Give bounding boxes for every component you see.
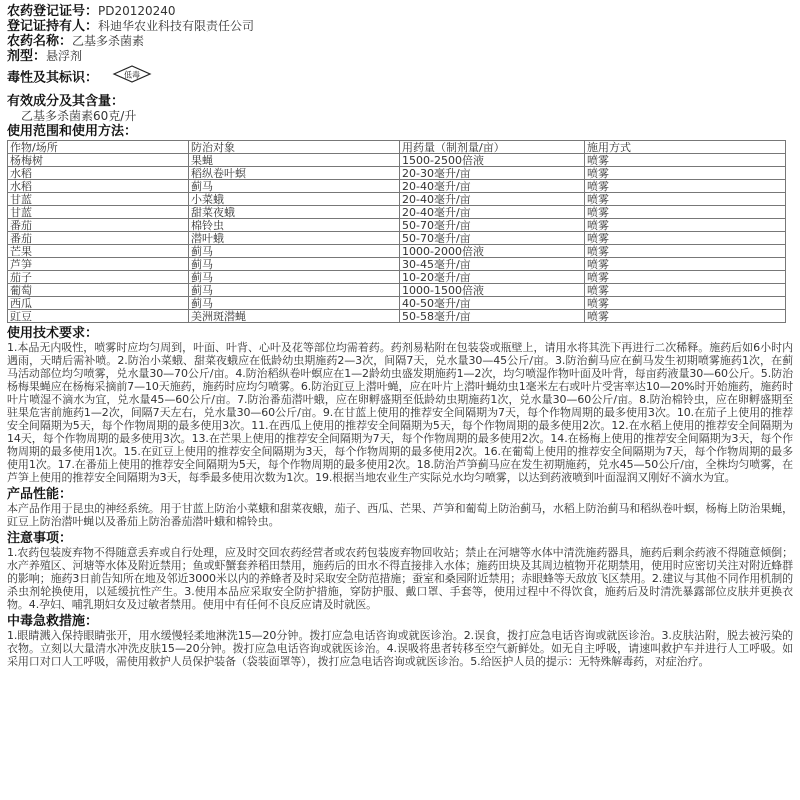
usage-table — [7, 140, 786, 323]
method-cell: 喷雾 — [585, 219, 786, 232]
dosage-cell: 20-40毫升/亩 — [400, 180, 585, 193]
method-cell: 喷雾 — [585, 154, 786, 167]
table-row — [8, 297, 786, 310]
usage-table-column-header: 用药量（制剂量/亩） — [400, 141, 585, 154]
low-toxicity-badge-icon — [112, 64, 152, 92]
method-cell: 喷雾 — [585, 297, 786, 310]
crop-cell: 甘蓝 — [8, 206, 189, 219]
method-cell: 喷雾 — [585, 232, 786, 245]
precautions-text: 1.农药包装废弃物不得随意丢弃或自行处理，应及时交回农药经营者或农药包装废弃物回收站；禁止在河塘等水体中清洗施药器具，施药后剩余药液不得随意倾倒；水产养殖区、河塘等水体及附近禁用；鱼或虾蟹套养稻田禁用，施药后的田水不得直接排入水体；施药田块及其周边植物开花期禁用，使用时应密切关注对附近蜂群的影响；施药3日前告知所在地及邻近3000米以内的养蜂者及时采取安全防范措施；蚕室和桑园附近禁用；赤眼蜂等天敌放飞区禁用。2.建议与其他不同作用机制的杀虫剂轮换使用，以延缓抗性产生。3.使用本品应采取安全防护措施，穿防护服、戴口罩、手套等，使用过程中不得饮食，施药后及时清洗暴露部位皮肤并更换衣物。4.孕妇、哺乳期妇女及过敏者禁用。使用中有任何不良反应请及时就医。 — [7, 546, 793, 611]
registration-number-value: PD20120240 — [98, 4, 176, 18]
technical-requirements-title: 使用技术要求： — [7, 326, 99, 341]
dosage-cell: 20-40毫升/亩 — [400, 206, 585, 219]
crop-cell: 芦笋 — [8, 258, 189, 271]
target-cell: 甜菜夜蛾 — [189, 206, 400, 219]
crop-cell: 水稻 — [8, 180, 189, 193]
technical-requirements-text: 1.本品无内吸性，喷雾时应均匀周到，叶面、叶背、心叶及花等部位均需着药。药剂易粘附在包装袋或瓶壁上，请用水将其洗下再进行二次稀释。施药后如6小时内遇雨，天晴后需补喷。2.防治小菜蛾、甜菜夜蛾应在低龄幼虫期施药2—3次，间隔7天，兑水量30—45公斤/亩。3.防治蓟马应在蓟马发生初期喷雾施药1次，在蓟马活动部位均匀喷雾，兑水量30—70公斤/亩。4.防治稻纵卷叶螟应在1—2龄幼虫盛发期施药1—2次，均匀喷湿作物叶面及叶背，每亩药液量30—60公斤。5.防治杨梅果蝇应在杨梅采摘前7—10天施药，施药时应均匀喷雾。6.防治豇豆上潜叶蝇，应在叶片上潜叶蝇幼虫1毫米左右或叶片受害率达10—20%时开始施药，施药时叶片喷湿不滴水为宜，兑水量45—60公斤/亩。7.防治番茄潜叶蛾，应在卵孵盛期至低龄幼虫期施药1次，兑水量30—60公斤/亩。8.防治棉铃虫，应在卵孵盛期至驻果危害前施药1—2次，间隔7天左右，兑水量30—60公斤/亩。9.在甘蓝上使用的推荐安全间隔期为7天，每个作物周期的最多使用3次。10.在茄子上使用的推荐安全间隔期为5天，每个作物周期的最多使用3次。11.在西瓜上使用的推荐安全间隔期为5天，每个作物周期的最多使用2次。12.在水稻上使用的推荐安全间隔期为14天，每个作物周期的最多使用3次。13.在芒果上使用的推荐安全间隔期为7天，每个作物周期的最多使用2次。14.在杨梅上使用的推荐安全间隔期为3天，每个作物周期的最多使用1次。15.在豇豆上使用的推荐安全间隔期为3天，每个作物周期的最多使用2次。16.在葡萄上使用的推荐安全间隔期为7天，每个作物周期的最多使用1次。17.在番茄上使用的推荐安全间隔期为5天，每个作物周期的最多使用2次。18.防治芦笋蓟马应在发生初期施药，兑水45—50公斤/亩，全株均匀喷雾，在芦笋上使用的推荐安全间隔期为3天，每季最多使用次数为1次。19.根据当地农业生产实际兑水均匀喷雾，以达到药液喷到叶面湿润又刚好不滴水为宜。 — [7, 341, 793, 484]
method-cell: 喷雾 — [585, 193, 786, 206]
crop-cell: 茄子 — [8, 271, 189, 284]
precautions-title: 注意事项： — [7, 531, 73, 546]
crop-cell: 杨梅树 — [8, 154, 189, 167]
method-cell: 喷雾 — [585, 245, 786, 258]
table-row — [8, 284, 786, 297]
target-cell: 小菜蛾 — [189, 193, 400, 206]
method-cell: 喷雾 — [585, 271, 786, 284]
method-cell: 喷雾 — [585, 310, 786, 323]
crop-cell: 葡萄 — [8, 284, 189, 297]
method-cell: 喷雾 — [585, 180, 786, 193]
first-aid-title: 中毒急救措施： — [7, 614, 99, 629]
table-row — [8, 232, 786, 245]
registration-number-label: 农药登记证号： — [7, 4, 99, 19]
dosage-cell: 30-45毫升/亩 — [400, 258, 585, 271]
usage-table-header — [8, 141, 786, 154]
table-row — [8, 193, 786, 206]
crop-cell: 豇豆 — [8, 310, 189, 323]
dosage-cell: 10-20毫升/亩 — [400, 271, 585, 284]
formulation — [7, 49, 793, 64]
table-row — [8, 154, 786, 167]
target-cell: 蓟马 — [189, 284, 400, 297]
table-row — [8, 206, 786, 219]
target-cell: 蓟马 — [189, 271, 400, 284]
crop-cell: 番茄 — [8, 219, 189, 232]
crop-cell: 芒果 — [8, 245, 189, 258]
dosage-cell: 20-30毫升/亩 — [400, 167, 585, 180]
target-cell: 蓟马 — [189, 245, 400, 258]
svg-text:低毒: 低毒 — [123, 70, 140, 80]
crop-cell: 西瓜 — [8, 297, 189, 310]
table-row — [8, 219, 786, 232]
method-cell: 喷雾 — [585, 284, 786, 297]
registration-number — [7, 4, 793, 19]
usage-table-column-header: 施用方式 — [585, 141, 786, 154]
crop-cell: 甘蓝 — [8, 193, 189, 206]
table-row — [8, 180, 786, 193]
first-aid-text: 1.眼睛溅入保持眼睛张开，用水缓慢轻柔地淋洗15—20分钟。拨打应急电话咨询或就医诊治。2.误食，拨打应急电话咨询或就医诊治。3.皮肤沾附，脱去被污染的衣物。立刻以大量清水冲洗皮肤15—20分钟。拨打应急电话咨询或就医诊治。4.误吸将患者转移至空气新鲜处。如无自主呼吸，请速叫救护车并进行人工呼吸。如采用口对口人工呼吸，需使用救护人员保护装备（袋装面罩等），拨打应急电话咨询或就医诊治。5.给医护人员的提示：无特殊解毒药，对症治疗。 — [7, 629, 793, 668]
registrant-label: 登记证持有人： — [7, 19, 99, 34]
formulation-value: 悬浮剂 — [46, 49, 83, 63]
dosage-cell: 1000-2000倍液 — [400, 245, 585, 258]
method-cell: 喷雾 — [585, 258, 786, 271]
target-cell: 潜叶蛾 — [189, 232, 400, 245]
dosage-cell: 50-70毫升/亩 — [400, 232, 585, 245]
crop-cell: 番茄 — [8, 232, 189, 245]
target-cell: 蓟马 — [189, 258, 400, 271]
dosage-cell: 1000-1500倍液 — [400, 284, 585, 297]
usage-table-column-header: 作物/场所 — [8, 141, 189, 154]
table-row — [8, 245, 786, 258]
crop-cell: 水稻 — [8, 167, 189, 180]
pesticide-name-label: 农药名称： — [7, 34, 73, 49]
dosage-cell: 50-70毫升/亩 — [400, 219, 585, 232]
method-cell: 喷雾 — [585, 206, 786, 219]
target-cell: 蓟马 — [189, 297, 400, 310]
target-cell: 蓟马 — [189, 180, 400, 193]
table-row — [8, 310, 786, 323]
usage-title: 使用范围和使用方法： — [7, 124, 138, 139]
target-cell: 果蝇 — [189, 154, 400, 167]
pesticide-name-value: 乙基多杀菌素 — [72, 34, 145, 48]
ingredient-title: 有效成分及其含量： — [7, 94, 125, 109]
formulation-label: 剂型： — [7, 49, 47, 64]
method-cell: 喷雾 — [585, 167, 786, 180]
label-document — [7, 0, 793, 668]
product-performance-text: 本产品作用于昆虫的神经系统。用于甘蓝上防治小菜蛾和甜菜夜蛾，茄子、西瓜、芒果、芦笋和葡萄上防治蓟马，水稻上防治蓟马和稻纵卷叶螟，杨梅上防治果蝇，豇豆上防治潜叶蝇以及番茄上防治番茄潜叶蛾和棉铃虫。 — [7, 502, 793, 528]
ingredient-value: 乙基多杀菌素60克/升 — [21, 109, 137, 123]
table-row — [8, 167, 786, 180]
registrant — [7, 19, 793, 34]
product-performance-title: 产品性能： — [7, 487, 73, 502]
pesticide-name — [7, 34, 793, 49]
table-row — [8, 258, 786, 271]
usage-table-column-header: 防治对象 — [189, 141, 400, 154]
dosage-cell: 40-50毫升/亩 — [400, 297, 585, 310]
registrant-value: 科迪华农业科技有限责任公司 — [98, 19, 255, 33]
target-cell: 棉铃虫 — [189, 219, 400, 232]
dosage-cell: 20-40毫升/亩 — [400, 193, 585, 206]
dosage-cell: 50-58毫升/亩 — [400, 310, 585, 323]
toxicity — [7, 64, 793, 88]
dosage-cell: 1500-2500倍液 — [400, 154, 585, 167]
toxicity-label: 毒性及其标识： — [7, 70, 99, 86]
target-cell: 稻纵卷叶螟 — [189, 167, 400, 180]
table-row — [8, 271, 786, 284]
target-cell: 美洲斑潜蝇 — [189, 310, 400, 323]
